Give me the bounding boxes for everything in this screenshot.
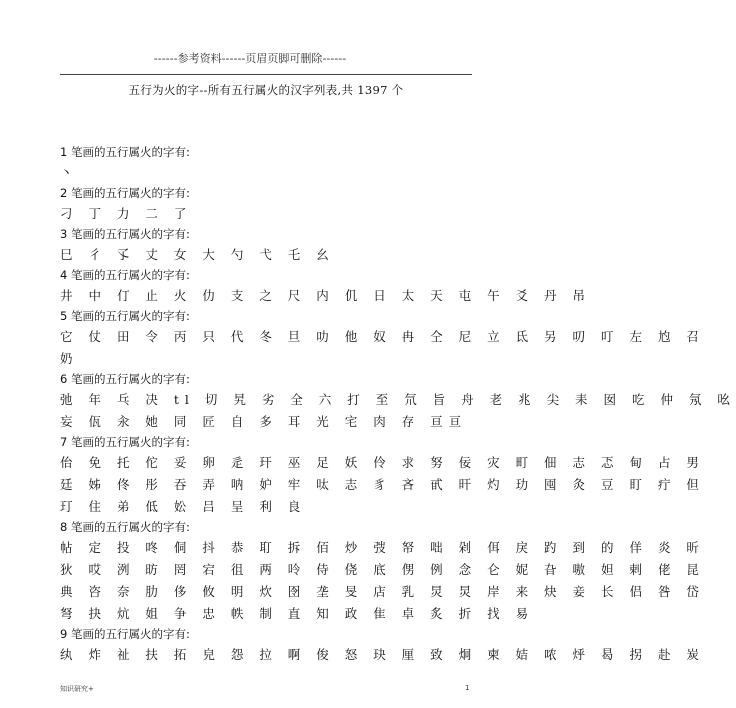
- section-heading: 4 笔画的五行属火的字有:: [60, 268, 190, 282]
- character-list-line: 纨 炸 祉 扶 拓 皃 怨 拉 啊 俊 怒 玦 厘 致 炯 柬 姞 哝 烀 曷 拐 赴 炭: [60, 647, 705, 662]
- character-list-line: 刁 丁 力 二 了: [60, 206, 193, 221]
- character-list-line: 奶: [60, 351, 79, 366]
- section-heading: 9 笔画的五行属火的字有:: [60, 627, 190, 641]
- character-list-line: 玎 住 弟 低 妐 吕 呈 利 良: [60, 499, 307, 514]
- section-heading: 7 笔画的五行属火的字有:: [60, 435, 190, 449]
- character-list-line: 巳 彳 孓 丈 女 大 勺 弋 乇 幺: [60, 247, 335, 262]
- section-heading: 1 笔画的五行属火的字有:: [60, 145, 190, 159]
- character-list-line: 佁 免 托 佗 妥 卵 辵 玕 巫 足 妖 伶 求 努 佞 灾 町 佃 志 忑 甸 占 男: [60, 455, 705, 470]
- character-list-line: 弛 年 乓 决 tl 切 旯 劣 全 六 打 至 氘 旨 舟 老 兆 尖 耒 囡 吃 仲 氖 吆: [60, 392, 736, 407]
- footer-text: 知识研究+: [60, 685, 94, 693]
- section-heading: 6 笔画的五行属火的字有:: [60, 372, 190, 386]
- section-heading: 2 笔画的五行属火的字有:: [60, 186, 190, 200]
- document-body: [60, 143, 736, 666]
- header-rule: [60, 74, 472, 75]
- section-heading: 8 笔画的五行属火的字有:: [60, 520, 190, 534]
- character-list-line: 妄 佤 汆 她 同 匠 自 多 耳 光 宅 肉 存 亘亘: [60, 414, 468, 429]
- character-list-line: 狄 哎 洌 昉 罔 宕 徂 两 呤 侍 侥 底 侽 例 念 仑 妮 旮 嗷 妲 剌 佬 昆: [60, 562, 705, 577]
- section-heading: 5 笔画的五行属火的字有:: [60, 309, 190, 323]
- character-list-line: 丶: [60, 165, 79, 180]
- character-list-line: 它 仗 田 令 丙 只 代 冬 旦 叻 他 奴 冉 仝 尼 立 氐 另 叨 叮 左 尥 召: [60, 329, 705, 344]
- character-list-line: 井 中 仃 止 火 仂 支 之 尺 内 仉 日 太 天 屯 午 爻 丹 吊: [60, 288, 592, 303]
- character-list-line: 廷 姊 佟 彤 吞 弄 呐 妒 牢 呔 志 豸 吝 甙 旰 灼 玏 囤 灸 豆 盯 疔 但: [60, 477, 705, 492]
- page-number: 1: [465, 684, 470, 692]
- character-list-line: 帖 定 投 咚 侗 抖 恭 耵 拆 佰 炒 弢 帑 咄 剁 佴 戾 趵 到 的 佯 炎 昕: [60, 540, 705, 555]
- page-header: ------参考资料------页眉页脚可删除------: [153, 52, 347, 65]
- section-heading: 3 笔画的五行属火的字有:: [60, 227, 190, 241]
- document-title: 五行为火的字--所有五行属火的汉字列表,共 1397 个: [128, 83, 404, 97]
- character-list-line: 弩 抉 炕 姐 争 忠 帙 制 直 知 政 隹 卓 炙 折 找 易: [60, 606, 535, 621]
- character-list-line: 典 咨 奈 肋 侈 攸 明 炊 囹 垄 旻 店 乳 炅 炅 岸 来 炔 妾 长 侣 咎 岱: [60, 584, 705, 599]
